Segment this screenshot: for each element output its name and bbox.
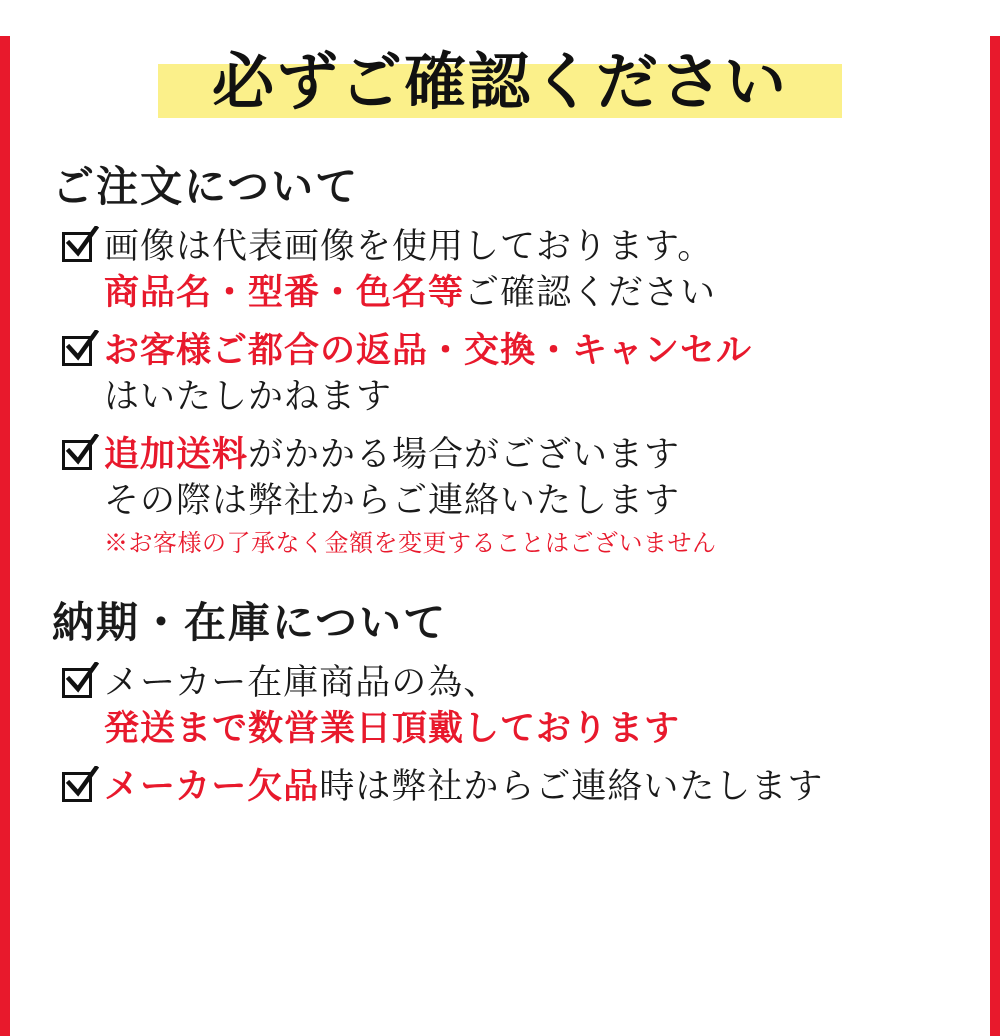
checkbox-checked-icon bbox=[62, 770, 98, 806]
footnote-text: ※お客様の了承なく金額を変更することはございません bbox=[104, 529, 717, 557]
list-item bbox=[62, 660, 962, 752]
checkbox-checked-icon bbox=[62, 230, 98, 266]
list-item-line bbox=[104, 764, 962, 810]
checkbox-checked-icon bbox=[62, 666, 98, 702]
notice-content bbox=[10, 36, 990, 1036]
list-item-line: 画像は代表画像を使用しております。 bbox=[104, 227, 714, 267]
line-suffix: がかかる場合がございます bbox=[248, 435, 681, 475]
list-item bbox=[62, 224, 962, 316]
title-text: 必ずご確認ください bbox=[211, 45, 788, 118]
section-heading-orders: ご注文について bbox=[52, 162, 360, 211]
list-item-lines bbox=[104, 224, 962, 316]
checkbox-checked-icon bbox=[62, 438, 98, 474]
list-item-line bbox=[104, 432, 962, 478]
list-item bbox=[62, 328, 962, 420]
list-item-lines bbox=[104, 764, 962, 810]
list-item-line: メーカー在庫商品の為、 bbox=[104, 663, 500, 703]
line-suffix: 時は弊社からご連絡いたします bbox=[319, 767, 824, 807]
list-item bbox=[62, 432, 962, 560]
list-item-line bbox=[104, 270, 962, 316]
list-item bbox=[62, 764, 962, 810]
list-item-line: 発送まで数営業日頂戴しております bbox=[104, 708, 681, 749]
list-item-lines bbox=[104, 432, 962, 560]
list-item-line: その際は弊社からご連絡いたします bbox=[104, 481, 681, 521]
emphasis-text: 商品名・型番・色名等 bbox=[104, 272, 465, 313]
list-item-line: はいたしかねます bbox=[104, 377, 393, 417]
notice-page bbox=[0, 36, 1000, 1036]
section-heading-delivery: 納期・在庫について bbox=[52, 598, 448, 647]
list-item-lines bbox=[104, 328, 962, 420]
emphasis-text: メーカー欠品 bbox=[104, 766, 320, 807]
list-item-line: お客様ご都合の返品・交換・キャンセル bbox=[104, 330, 753, 371]
emphasis-text: 追加送料 bbox=[104, 434, 249, 475]
page-title bbox=[38, 36, 962, 128]
list-item-lines bbox=[104, 660, 962, 752]
line-suffix: ご確認ください bbox=[464, 273, 717, 313]
checkbox-checked-icon bbox=[62, 334, 98, 370]
